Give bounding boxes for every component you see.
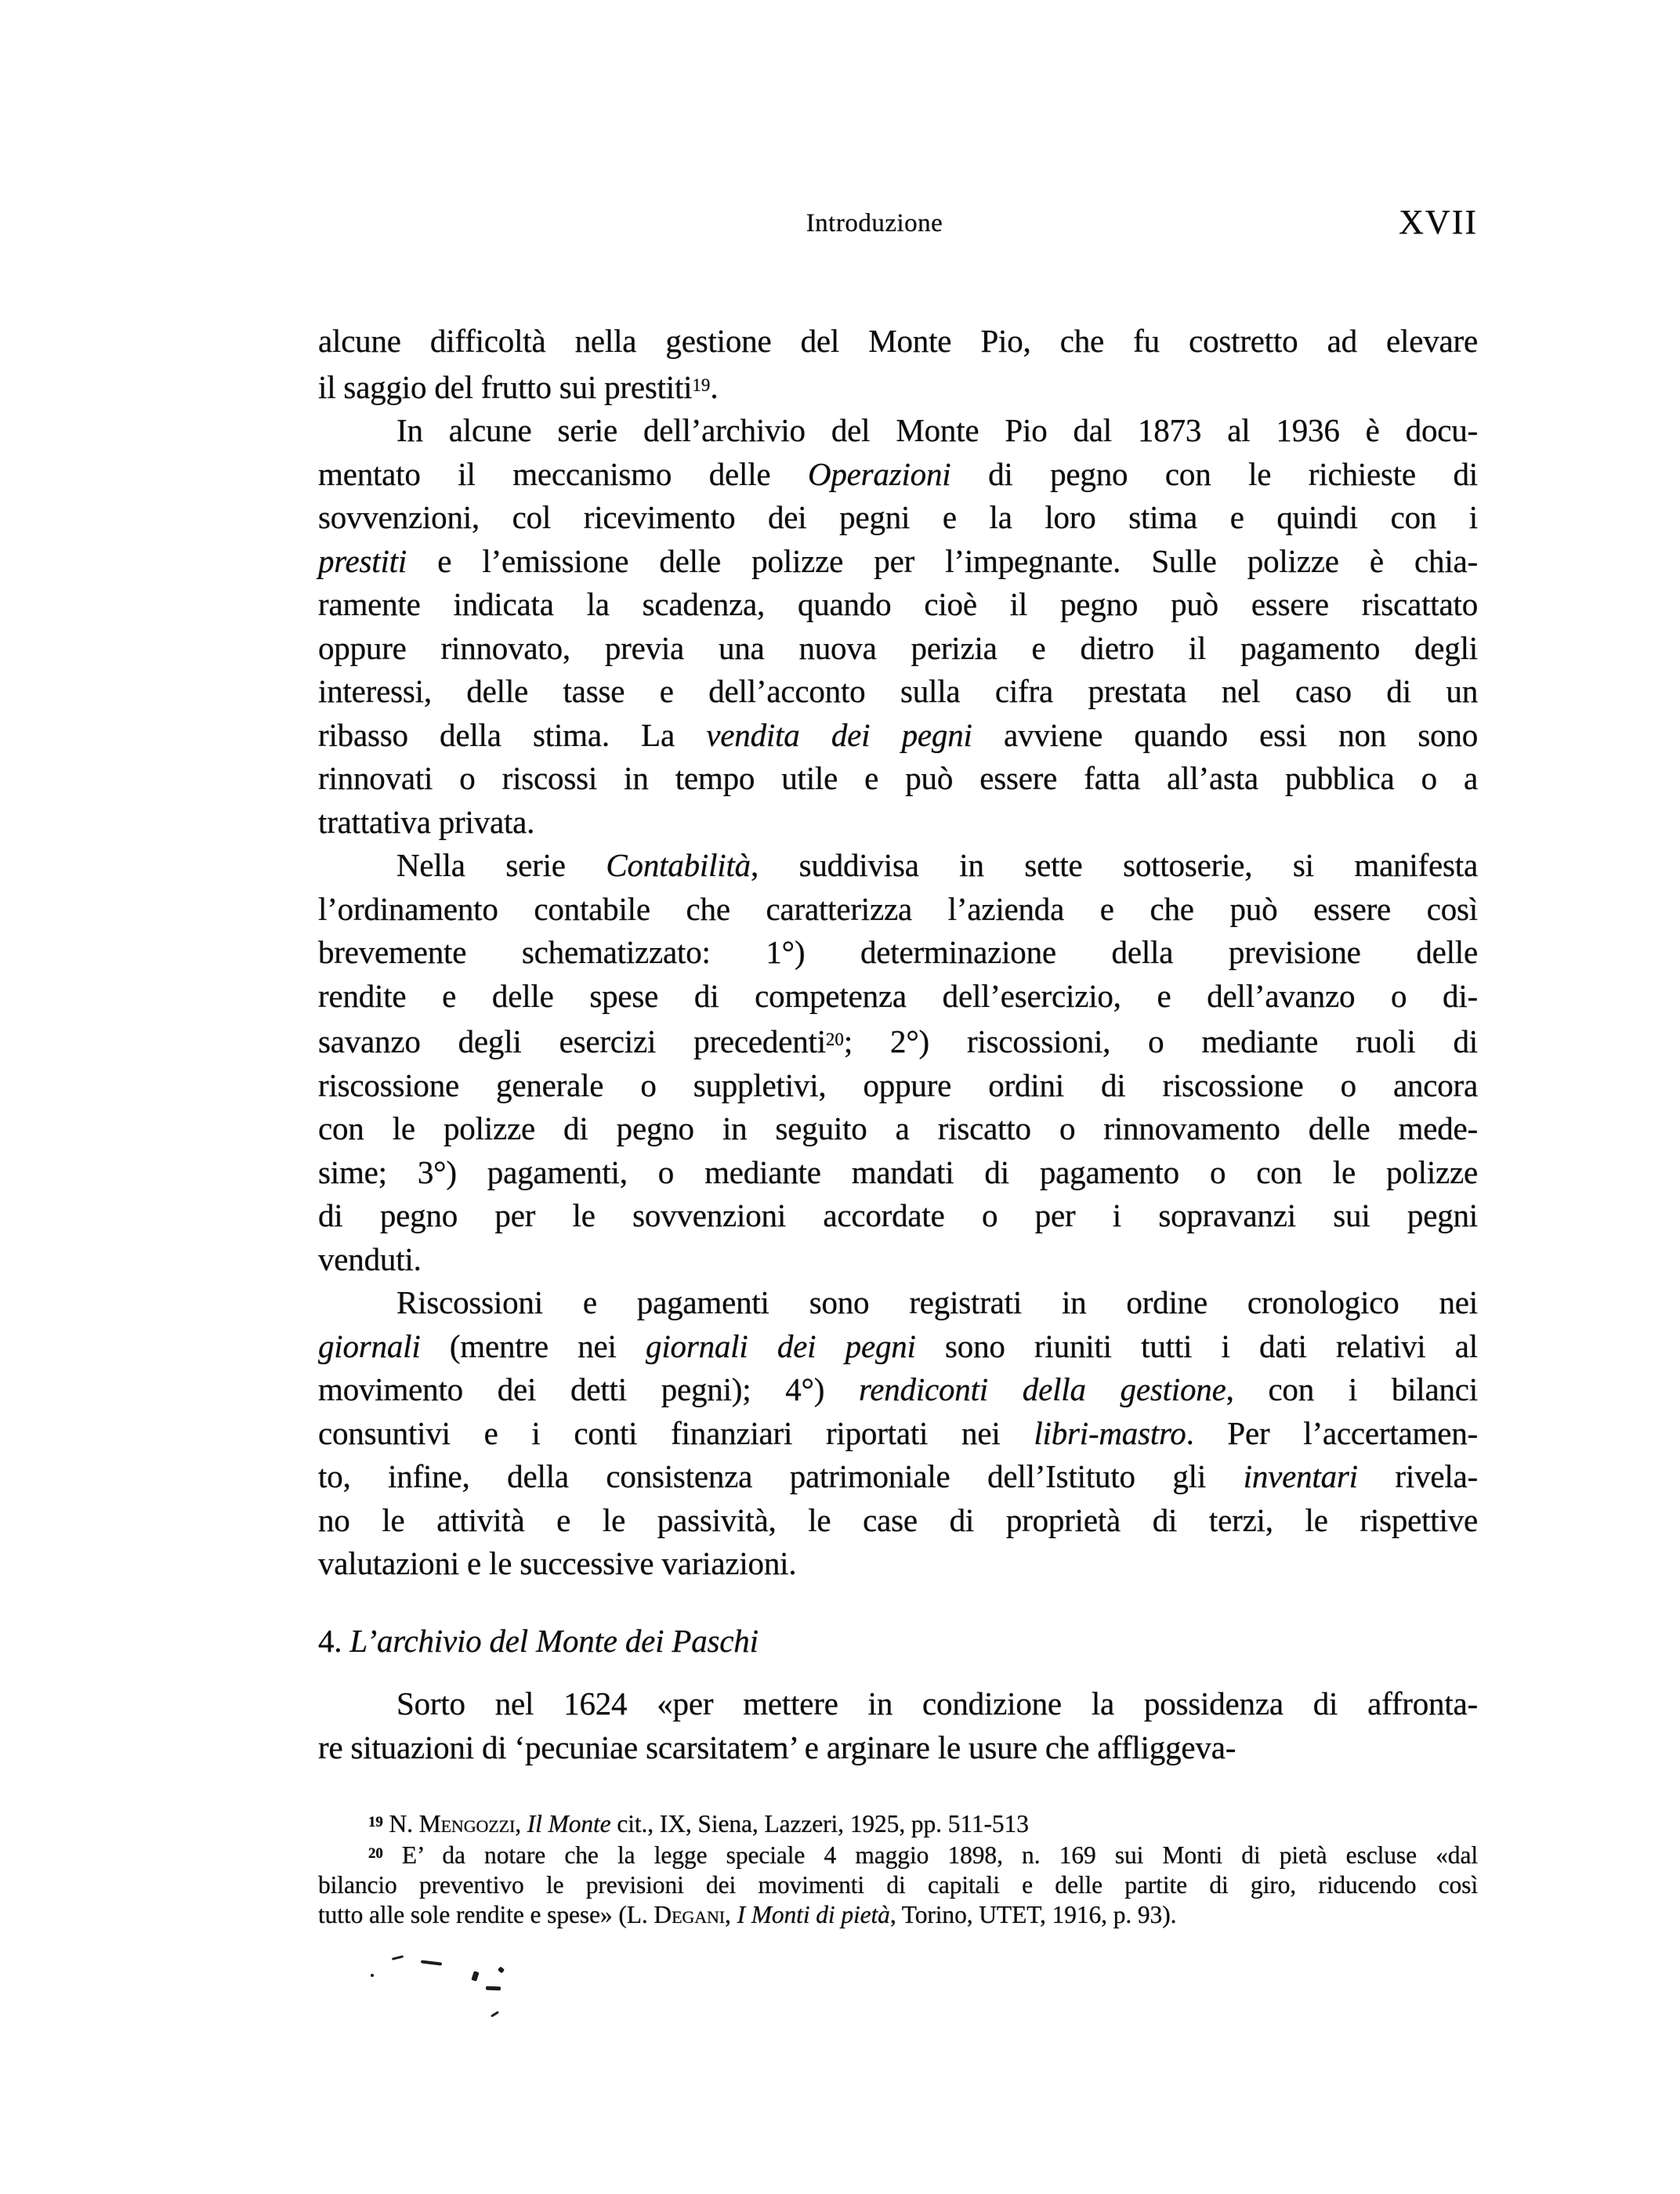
text-line: [318, 1499, 1478, 1543]
footnotes-section: [318, 1808, 1478, 1930]
paragraph: [318, 844, 1478, 1281]
text-run: e l’emissione delle polizze per l’impegnante. Sulle polizze è chia-: [407, 542, 1478, 579]
text-line: [318, 757, 1478, 801]
text-run: In alcune serie dell’archivio del Monte Pio dal 1873 al 1936 è docu-: [396, 412, 1478, 449]
italic-text: L’archivio del Monte dei Paschi: [349, 1622, 759, 1659]
text-line: [318, 1368, 1478, 1412]
text-run: ; 2°) riscossioni, o mediante ruoli di: [843, 1023, 1479, 1060]
text-run: to, infine, della consistenza patrimoniale dell’Istituto gli: [318, 1458, 1244, 1495]
text-line: [318, 801, 1478, 845]
text-line: [318, 1542, 1478, 1586]
text-run: sovvenzioni, col ricevimento dei pegni e la loro stima e quindi con i: [318, 499, 1478, 536]
text-run: interessi, delle tasse e dell’acconto sulla cifra prestata nel caso di un: [318, 673, 1478, 710]
text-line: [318, 1194, 1478, 1238]
italic-text: rendiconti della gestione: [858, 1371, 1226, 1408]
text-run: il saggio del frutto sui prestiti: [318, 368, 693, 405]
italic-text: Operazioni: [807, 455, 951, 492]
text-run: di pegno con le richieste di: [950, 455, 1478, 492]
text-run: alcune difficoltà nella gestione del Monte Pio, che fu costretto ad elevare: [318, 323, 1478, 359]
text-run: , con i bilanci: [1226, 1371, 1478, 1408]
text-line: [318, 1281, 1478, 1325]
text-run: cit., IX, Siena, Lazzeri, 1925, pp. 511-513: [610, 1810, 1029, 1838]
italic-text: Contabilità: [606, 847, 751, 884]
text-line: [318, 453, 1478, 497]
text-run: rendite e delle spese di competenza dell’esercizio, e dell’avanzo o di-: [318, 977, 1478, 1014]
text-run: ramente indicata la scadenza, quando cioè il pegno può essere riscattato: [318, 586, 1478, 623]
text-line: [318, 931, 1478, 975]
superscript-ref: 20: [825, 1030, 844, 1050]
text-run: (mentre nei: [420, 1327, 646, 1364]
paragraph: [318, 320, 1478, 409]
running-header: [318, 202, 1478, 249]
text-run: savanzo degli esercizi precedenti: [318, 1023, 826, 1060]
text-run: bilancio preventivo le previsioni dei movimenti di capitali e delle partite di giro, riducendo così: [318, 1870, 1478, 1899]
section-heading: [318, 1620, 1478, 1664]
italic-text: libri-mastro: [1034, 1414, 1186, 1451]
footnote-marker: 20: [368, 1845, 383, 1863]
text-run: venduti.: [318, 1240, 422, 1277]
text-run: avviene quando essi non sono: [972, 716, 1478, 753]
text-run: valutazioni e le successive variazioni.: [318, 1545, 797, 1582]
text-line: [318, 627, 1478, 671]
italic-text: prestiti: [318, 542, 407, 579]
text-run: di pegno per le sovvenzioni accordate o per i sopravanzi sui pegni: [318, 1197, 1478, 1234]
text-line: [318, 1064, 1478, 1108]
italic-text: inventari: [1243, 1458, 1358, 1495]
page-number: XVII: [1399, 203, 1478, 241]
text-line: [318, 1870, 1478, 1900]
text-run: con le polizze di pegno in seguito a riscatto o rinnovamento delle mede-: [318, 1110, 1478, 1147]
text-line: [318, 844, 1478, 888]
text-run: mentato il meccanismo delle: [318, 455, 808, 492]
body-text-column: [318, 320, 1478, 1930]
text-run: Riscossioni e pagamenti sono registrati in ordine cronologico nei: [396, 1284, 1478, 1321]
text-line: [318, 670, 1478, 714]
text-run: no le attività e le passività, le case di proprietà di terzi, le rispettive: [318, 1501, 1478, 1538]
text-line: [318, 714, 1478, 758]
text-run: .: [710, 368, 719, 405]
text-line: [318, 1839, 1478, 1870]
footnote: [318, 1808, 1478, 1839]
smallcaps-name: Mengozzi: [418, 1810, 516, 1838]
text-run: rivela-: [1357, 1458, 1479, 1495]
text-run: oppure rinnovato, previa una nuova perizia e dietro il pagamento degli: [318, 629, 1478, 666]
text-run: E’ da notare che la legge speciale 4 maggio 1898, n. 169 sui Monti di pietà escluse «dal: [382, 1841, 1478, 1869]
text-run: sono riuniti tutti i dati relativi al: [915, 1327, 1478, 1364]
text-run: Sorto nel 1624 «per mettere in condizione la possidenza di affronta-: [396, 1685, 1478, 1722]
italic-text: I Monti di pietà: [737, 1900, 890, 1928]
text-run: re situazioni di ‘pecuniae scarsitatem’ e arginare le usure che affliggeva-: [318, 1729, 1236, 1765]
text-run: trattativa privata.: [318, 803, 535, 840]
text-line: [318, 1682, 1478, 1726]
text-run: Nella serie: [396, 847, 606, 884]
paragraph: [318, 1281, 1478, 1586]
text-line: [318, 1238, 1478, 1282]
body-blocks: [318, 320, 1478, 1769]
text-run: movimento dei detti pegni); 4°): [318, 1371, 859, 1408]
ink-smudge-mark: [421, 1960, 442, 1965]
superscript-ref: 19: [692, 375, 711, 395]
text-run: ,: [515, 1810, 527, 1838]
text-run: brevemente schematizzato: 1°) determinazione della previsione delle: [318, 934, 1478, 971]
paragraph: [318, 1682, 1478, 1769]
text-run: . Per l’accertamen-: [1186, 1414, 1478, 1451]
text-line: [318, 540, 1478, 584]
ink-smudge-mark: [392, 1955, 404, 1960]
text-line: [318, 1900, 1478, 1930]
ink-smudge-mark: [371, 1974, 374, 1977]
text-line: [318, 1455, 1478, 1499]
text-line: [318, 583, 1478, 627]
smallcaps-name: Degani: [654, 1900, 725, 1928]
text-line: [318, 888, 1478, 932]
text-run: ribasso della stima. La: [318, 716, 707, 753]
text-line: [318, 1620, 1478, 1664]
footnote-marker: 19: [368, 1814, 383, 1831]
text-run: sime; 3°) pagamenti, o mediante mandati di pagamento o con le polizze: [318, 1153, 1478, 1190]
italic-text: Il Monte: [527, 1810, 611, 1838]
paragraph: [318, 409, 1478, 844]
text-run: consuntivi e i conti finanziari riportati nei: [318, 1414, 1034, 1451]
italic-text: giornali: [318, 1327, 421, 1364]
text-line: [318, 1726, 1478, 1770]
text-line: [318, 1412, 1478, 1456]
text-run: , suddivisa in sette sottoserie, si manifesta: [750, 847, 1478, 884]
text-run: ,: [725, 1900, 737, 1928]
text-line: [318, 409, 1478, 453]
text-run: l’ordinamento contabile che caratterizza l’azienda e che può essere così: [318, 890, 1478, 927]
text-line: [318, 320, 1478, 364]
ink-smudge-mark: [486, 1986, 501, 1991]
text-line: [318, 1808, 1478, 1839]
text-line: [318, 1325, 1478, 1369]
text-line: [318, 364, 1478, 410]
text-line: [318, 1151, 1478, 1195]
italic-text: giornali dei pegni: [646, 1327, 916, 1364]
text-run: , Torino, UTET, 1916, p. 93).: [889, 1900, 1177, 1928]
text-run: 4.: [318, 1622, 350, 1659]
ink-smudge-mark: [471, 1971, 479, 1982]
footnote: [318, 1839, 1478, 1930]
text-line: [318, 1018, 1478, 1064]
text-run: tutto alle sole rendite e spese» (L.: [318, 1900, 654, 1928]
text-line: [318, 975, 1478, 1019]
running-header-title: Introduzione: [806, 209, 943, 237]
text-line: [318, 496, 1478, 540]
text-run: N.: [382, 1810, 419, 1838]
ink-smudge-mark: [498, 1966, 505, 1973]
text-run: riscossione generale o suppletivi, oppure ordini di riscossione o ancora: [318, 1066, 1478, 1103]
ink-smudge-mark: [491, 2011, 499, 2017]
text-run: rinnovati o riscossi in tempo utile e può essere fatta all’asta pubblica o a: [318, 760, 1478, 797]
text-line: [318, 1107, 1478, 1151]
italic-text: vendita dei pegni: [706, 716, 972, 753]
